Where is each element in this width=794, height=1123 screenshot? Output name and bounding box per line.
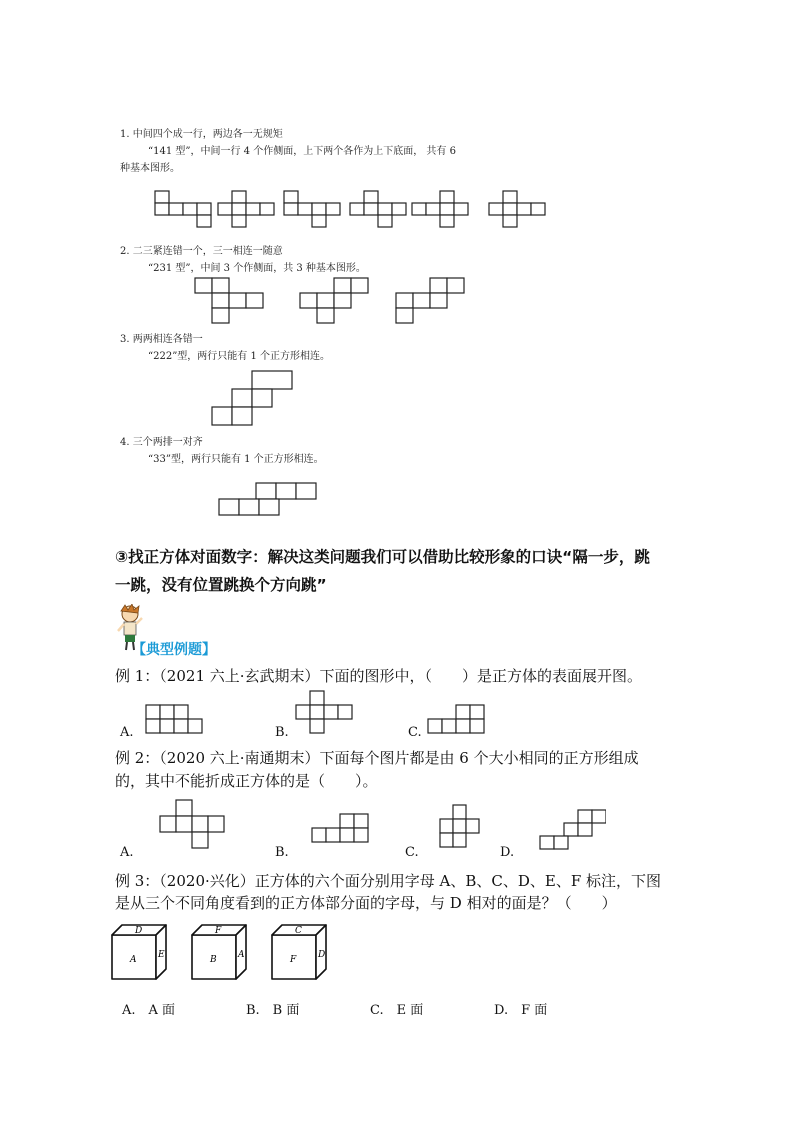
net-33	[216, 480, 324, 520]
cube-net	[155, 191, 211, 227]
option-a-label: A.	[120, 725, 134, 740]
cube-net	[195, 278, 263, 323]
rule-desc: “33”型，两行只能有 1 个正方形相连。	[148, 454, 324, 465]
tip-line: ③找正方体对面数字：解决这类问题我们可以借助比较形象的口诀“隔一步，跳	[115, 548, 650, 566]
cube-top-letter: C	[295, 926, 302, 936]
cube-front-letter: F	[290, 955, 297, 965]
option-c-net	[436, 803, 482, 853]
nets-231	[190, 275, 480, 327]
cube-net	[396, 278, 464, 323]
option-a-net	[156, 798, 226, 853]
option-c-net	[426, 702, 490, 738]
cube-view	[112, 925, 166, 979]
option-c-label: C.	[408, 725, 422, 740]
option-a: A. A 面	[122, 1003, 176, 1018]
option-b-label: B.	[275, 725, 289, 740]
question-text: 例 2：（2020 六上·南通期末）下面每个图片都是由 6 个大小相同的正方形组成	[115, 749, 639, 767]
rule-desc: 种基本图形。	[120, 163, 180, 174]
rule-title: 1. 中间四个成一行，两边各一无规矩	[120, 129, 283, 140]
rule-desc: “141 型”，中间一行 4 个作侧面，上下两个各作为上下底面， 共有 6	[148, 146, 456, 157]
option-b: B. B 面	[246, 1003, 300, 1018]
rule-title: 3. 两两相连各错一	[120, 334, 203, 345]
cube-net	[350, 191, 406, 227]
option-c-label: C.	[405, 845, 419, 860]
cube-views	[110, 922, 350, 992]
cube-side-letter: D	[318, 950, 326, 960]
cube-view	[272, 925, 326, 979]
option-b-net	[308, 812, 374, 852]
option-d-net	[536, 808, 606, 852]
option-a-label: A.	[120, 845, 134, 860]
option-d-label: D.	[500, 845, 515, 860]
section-heading: 【典型例题】	[132, 642, 216, 658]
cube-side-letter: E	[158, 950, 165, 960]
option-c: C. E 面	[370, 1003, 424, 1018]
cube-side-letter: A	[238, 950, 245, 960]
cube-view	[192, 925, 246, 979]
option-b-label: B.	[275, 845, 289, 860]
cube-front-letter: A	[130, 955, 137, 965]
question-text: 例 1：（2021 六上·玄武期末）下面的图形中，（ ）是正方体的表面展开图。	[115, 667, 643, 685]
rule-desc: “231 型”，中间 3 个作侧面，共 3 种基本图形。	[148, 263, 366, 274]
cube-front-letter: B	[210, 955, 217, 965]
cube-net	[300, 278, 368, 323]
cube-top-letter: F	[215, 926, 222, 936]
tip-line: 一跳，没有位置跳换个方向跳”	[115, 576, 327, 594]
cube-views-svg	[110, 922, 350, 992]
option-d: D. F 面	[494, 1003, 548, 1018]
rule-title: 4. 三个两排一对齐	[120, 437, 203, 448]
cube-net	[489, 191, 545, 227]
option-a-net	[142, 702, 206, 738]
nets-141	[150, 188, 550, 230]
cube-net	[218, 191, 274, 227]
option-b-net	[294, 688, 358, 738]
question-text: 是从三个不同角度看到的正方体部分面的字母，与 D 相对的面是？（ ）	[115, 894, 617, 912]
question-text: 的，其中不能折成正方体的是（ ）。	[115, 772, 378, 790]
rule-desc: “222”型，两行只能有 1 个正方形相连。	[148, 351, 331, 362]
rule-title: 2. 二三紧连错一个，三一相连一随意	[120, 246, 283, 257]
question-text: 例 3：（2020·兴化）正方体的六个面分别用字母 A、B、C、D、E、F 标注，下图	[115, 872, 662, 890]
cube-net	[412, 191, 468, 227]
cube-net	[284, 191, 340, 227]
cube-top-letter: D	[135, 926, 143, 936]
net-222	[208, 368, 298, 426]
